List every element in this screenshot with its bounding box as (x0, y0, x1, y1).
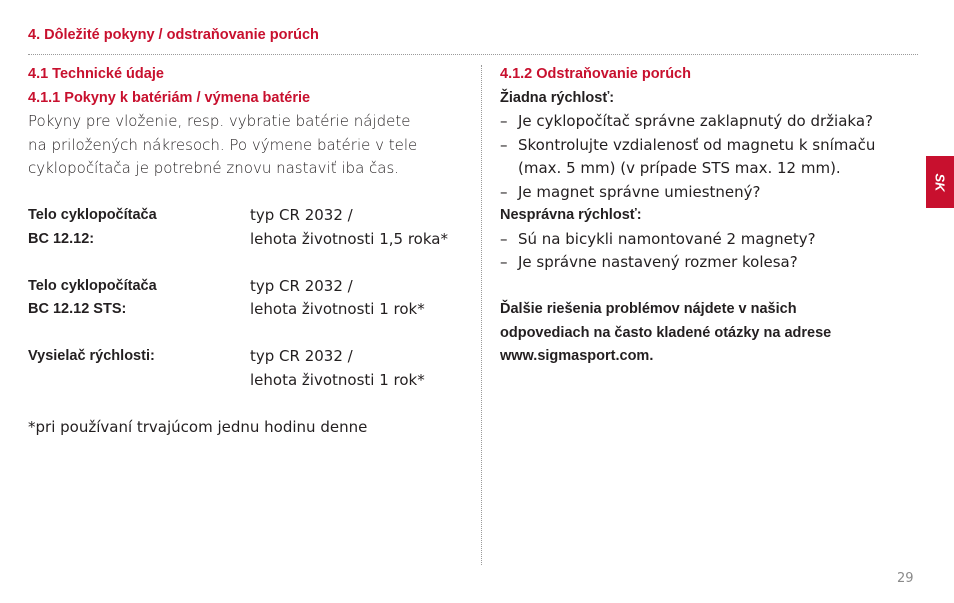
list-item (500, 181, 900, 205)
section-heading-technical-data: 4.1 Technické údaje (28, 66, 164, 82)
spec-label (28, 345, 250, 392)
language-tab-label: SK (932, 172, 948, 192)
battery-intro-paragraph (28, 110, 428, 181)
spec-value-line: lehota životnosti 1 rok* (250, 370, 425, 389)
list-item (500, 251, 900, 275)
dash-bullet: – (500, 229, 508, 248)
spec-value-line: lehota životnosti 1,5 roka* (250, 229, 448, 248)
spec-label-line: BC 12.12: (28, 230, 95, 247)
note-line: www.sigmasport.com. (500, 348, 654, 364)
list-item-line: Je správne nastavený rozmer kolesa? (518, 253, 798, 271)
list-item-line: Je magnet správne umiestnený? (518, 182, 761, 201)
column-divider (481, 65, 482, 565)
wrong-speed-heading: Nesprávna rýchlosť: (500, 207, 642, 223)
list-item (500, 134, 900, 181)
dash-bullet: – (500, 112, 508, 130)
subsection-heading-battery: 4.1.1 Pokyny k batériám / výmena batérie (28, 89, 311, 106)
no-speed-list (500, 110, 900, 204)
list-item (500, 110, 900, 134)
list-item-line: Sú na bicykli namontované 2 magnety? (518, 229, 816, 248)
section-heading-troubleshooting: 4.1.2 Odstraňovanie porúch (500, 66, 691, 82)
spec-row-speed-transmitter (28, 345, 468, 392)
intro-line: cyklopočítača je potrebné znovu nastaviť iba čas. (28, 159, 400, 177)
spec-label (28, 275, 250, 322)
left-column (28, 63, 468, 439)
spec-label (28, 204, 250, 251)
spec-value-line: typ CR 2032 / (250, 276, 353, 295)
list-item-line: (max. 5 mm) (v prípade STS max. 12 mm). (518, 159, 841, 177)
intro-line: na priložených nákresoch. Po výmene batérie v tele (28, 135, 418, 154)
no-speed-heading: Žiadna rýchlosť: (500, 89, 615, 106)
language-tab (926, 156, 954, 208)
note-line: Ďalšie riešenia problémov nájdete v našich (500, 301, 797, 317)
note-line: odpovediach na často kladené otázky na adrese (500, 324, 832, 341)
spec-value (250, 204, 448, 251)
spec-label-line: Vysielač rýchlosti: (28, 348, 155, 364)
page-number: 29 (897, 571, 914, 586)
spec-value-line: typ CR 2032 / (250, 347, 353, 365)
more-info-note (500, 298, 880, 369)
spec-value (250, 275, 425, 322)
dash-bullet: – (500, 253, 508, 271)
wrong-speed-list (500, 228, 900, 275)
spec-row-bc1212-sts (28, 275, 468, 322)
spec-value (250, 345, 425, 392)
list-item-line: Je cyklopočítač správne zaklapnutý do držiaka? (518, 112, 873, 130)
spec-label-line: BC 12.12 STS: (28, 301, 127, 317)
right-column (500, 63, 900, 369)
spec-label-line: Telo cyklopočítača (28, 277, 157, 294)
list-item-line: Skontrolujte vzdialenosť od magnetu k snímaču (518, 135, 876, 154)
dash-bullet: – (500, 135, 508, 154)
spec-value-line: typ CR 2032 / (250, 206, 353, 224)
header-divider (28, 54, 918, 55)
spec-row-bc1212 (28, 204, 468, 251)
intro-line: Pokyny pre vloženie, resp. vybratie batérie nájdete (28, 112, 411, 130)
footnote: *pri používaní trvajúcom jednu hodinu denne (28, 417, 368, 436)
dash-bullet: – (500, 182, 508, 201)
list-item (500, 228, 900, 252)
spec-label-line: Telo cyklopočítača (28, 207, 157, 223)
spec-value-line: lehota životnosti 1 rok* (250, 300, 425, 318)
page-title: 4. Dôležité pokyny / odstraňovanie porúch (28, 27, 319, 43)
